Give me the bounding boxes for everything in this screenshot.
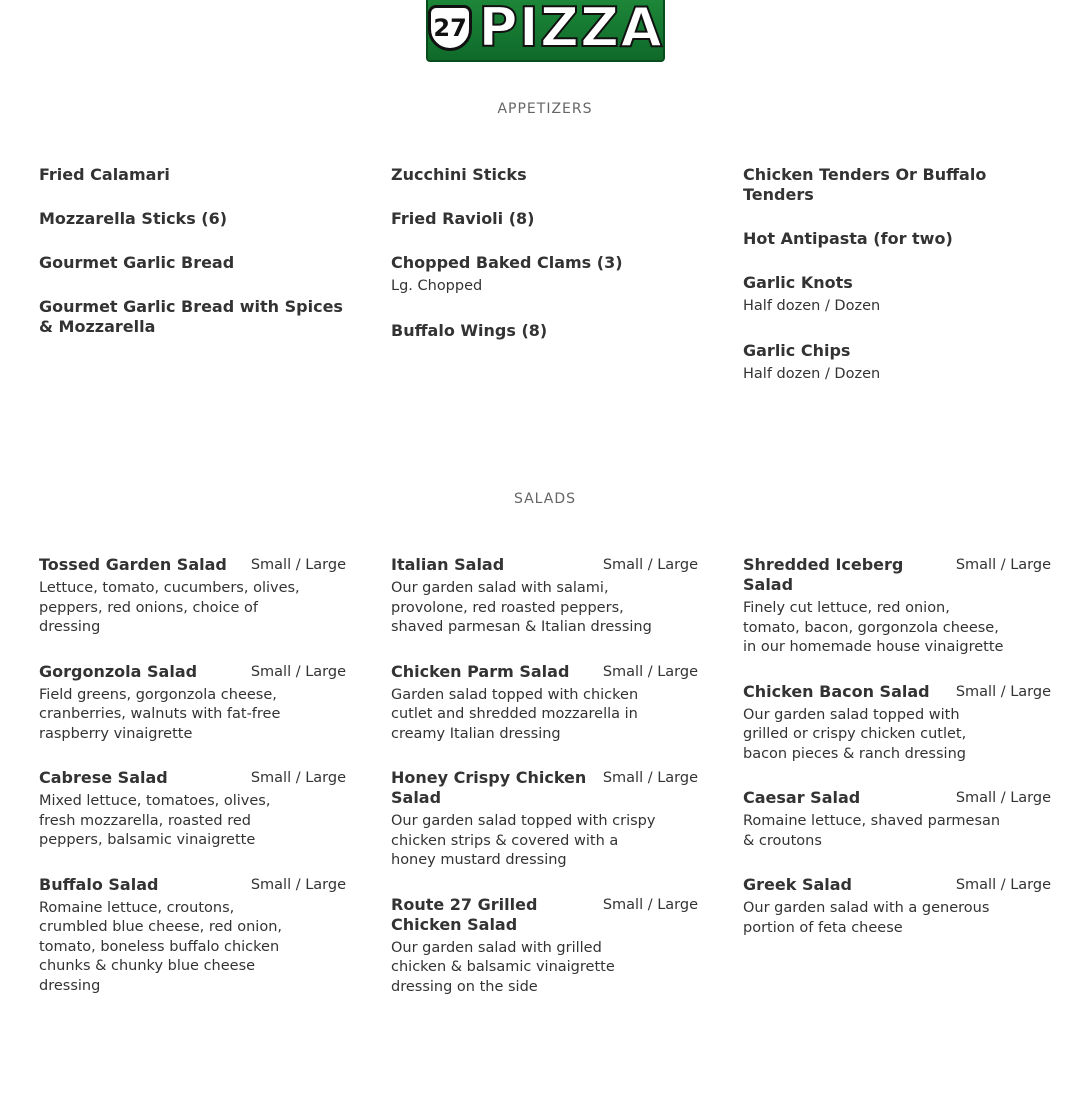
item-description: Romaine lettuce, shaved parmesan & croutons bbox=[743, 813, 1001, 849]
menu-item bbox=[743, 165, 1053, 205]
item-name: Chicken Tenders Or Buffalo Tenders bbox=[743, 165, 987, 204]
item-name: Garlic Knots bbox=[743, 273, 853, 292]
menu-item bbox=[743, 229, 1053, 249]
size-options: Small / Large bbox=[602, 770, 698, 786]
item-name: Caesar Salad bbox=[743, 788, 861, 807]
menu-item bbox=[39, 875, 346, 997]
item-description: Our garden salad topped with grilled or crispy chicken cutlet, bacon pieces & ranch dressing bbox=[743, 706, 967, 762]
item-name: Gorgonzola Salad bbox=[39, 661, 198, 681]
salads-column bbox=[391, 555, 698, 1021]
item-description: Our garden salad with salami, provolone, red roasted peppers, shaved parmesan & Italian dressing bbox=[391, 580, 652, 635]
menu-item bbox=[743, 875, 1051, 938]
menu-item bbox=[743, 788, 1051, 851]
item-description: Half dozen / Dozen bbox=[743, 298, 881, 314]
menu-item bbox=[39, 662, 346, 745]
menu-item bbox=[391, 165, 701, 185]
menu-item bbox=[39, 165, 349, 185]
menu-item bbox=[391, 209, 701, 229]
size-options: Small / Large bbox=[250, 663, 346, 680]
size-options: Small / Large bbox=[602, 663, 698, 680]
item-name: Italian Salad bbox=[391, 555, 505, 574]
size-options: Small / Large bbox=[250, 557, 346, 573]
item-name: Garlic Chips bbox=[743, 340, 851, 360]
menu-item bbox=[391, 768, 698, 871]
menu-item bbox=[39, 209, 349, 229]
item-name: Route 27 Grilled Chicken Salad bbox=[391, 894, 538, 934]
size-options: Small / Large bbox=[955, 790, 1051, 806]
appetizers-column bbox=[743, 165, 1053, 408]
menu-item bbox=[743, 341, 1053, 385]
salads-title: SALADS bbox=[513, 491, 577, 507]
item-description: Mixed lettuce, tomatoes, olives, fresh mozzarella, roasted red peppers, balsamic vinaigrette bbox=[39, 793, 271, 848]
size-options: Small / Large bbox=[602, 557, 698, 573]
size-options: Small / Large bbox=[955, 683, 1051, 700]
logo-number: 27 bbox=[433, 14, 467, 42]
item-name: Gourmet Garlic Bread bbox=[39, 253, 235, 272]
item-description: Field greens, gorgonzola cheese, cranberries, walnuts with fat-free raspberry vinaigrette bbox=[39, 686, 281, 742]
item-name: Chicken Bacon Salad bbox=[743, 681, 930, 701]
appetizers-title: APPETIZERS bbox=[497, 101, 593, 117]
item-name: Chicken Parm Salad bbox=[391, 661, 570, 681]
item-name: Greek Salad bbox=[743, 875, 852, 894]
menu-item bbox=[39, 297, 349, 337]
size-options: Small / Large bbox=[602, 896, 698, 913]
item-description: Our garden salad with a generous portion of feta cheese bbox=[743, 900, 990, 936]
size-options: Small / Large bbox=[250, 770, 346, 786]
menu-item bbox=[743, 555, 1051, 658]
salads-column bbox=[743, 555, 1051, 962]
item-name: Buffalo Salad bbox=[39, 874, 159, 894]
item-description: Finely cut lettuce, red onion, tomato, bacon, gorgonzola cheese, in our homemade house vinaigrette bbox=[743, 600, 1004, 655]
pizza-logo bbox=[426, 0, 665, 62]
size-options: Small / Large bbox=[250, 876, 346, 893]
menu-item bbox=[743, 682, 1051, 765]
item-description: Half dozen / Dozen bbox=[743, 365, 881, 382]
menu-item bbox=[391, 662, 698, 745]
item-description: Lettuce, tomato, cucumbers, olives, peppers, red onions, choice of dressing bbox=[39, 580, 300, 635]
item-name: Chopped Baked Clams (3) bbox=[391, 253, 623, 272]
logo-word: PIZZA bbox=[478, 0, 663, 59]
menu-item bbox=[39, 768, 346, 851]
item-description: Our garden salad with grilled chicken & balsamic vinaigrette dressing on the side bbox=[391, 939, 615, 995]
item-name: Honey Crispy Chicken Salad bbox=[391, 768, 587, 807]
menu-item bbox=[391, 895, 698, 998]
menu-item bbox=[391, 321, 701, 341]
item-name: Fried Calamari bbox=[39, 165, 170, 184]
item-name: Buffalo Wings (8) bbox=[391, 320, 548, 340]
size-options: Small / Large bbox=[955, 557, 1051, 573]
item-name: Fried Ravioli (8) bbox=[391, 209, 535, 228]
menu-item bbox=[39, 555, 346, 638]
item-name: Tossed Garden Salad bbox=[39, 555, 227, 574]
route-shield-icon bbox=[428, 5, 472, 51]
salads-column bbox=[39, 555, 346, 1020]
menu-item bbox=[391, 555, 698, 638]
item-description: Garden salad topped with chicken cutlet and shredded mozzarella in creamy Italian dressing bbox=[391, 686, 639, 742]
item-name: Mozzarella Sticks (6) bbox=[39, 209, 228, 228]
item-name: Gourmet Garlic Bread with Spices & Mozzarella bbox=[39, 297, 343, 336]
item-description: Romaine lettuce, croutons, crumbled blue cheese, red onion, tomato, boneless buffalo chicken chunks & chunky blue cheese dressing bbox=[39, 899, 283, 994]
size-options: Small / Large bbox=[955, 877, 1051, 893]
item-description: Our garden salad topped with crispy chicken strips & covered with a honey mustard dressing bbox=[391, 813, 656, 868]
item-name: Hot Antipasta (for two) bbox=[743, 229, 953, 248]
item-name: Zucchini Sticks bbox=[391, 165, 527, 184]
menu-item bbox=[743, 273, 1053, 317]
item-name: Cabrese Salad bbox=[39, 768, 168, 787]
item-name: Shredded Iceberg Salad bbox=[743, 555, 904, 594]
menu-item bbox=[39, 253, 349, 273]
appetizers-column bbox=[39, 165, 349, 361]
menu-item bbox=[391, 253, 701, 297]
appetizers-column bbox=[391, 165, 701, 365]
item-description: Lg. Chopped bbox=[391, 278, 483, 294]
